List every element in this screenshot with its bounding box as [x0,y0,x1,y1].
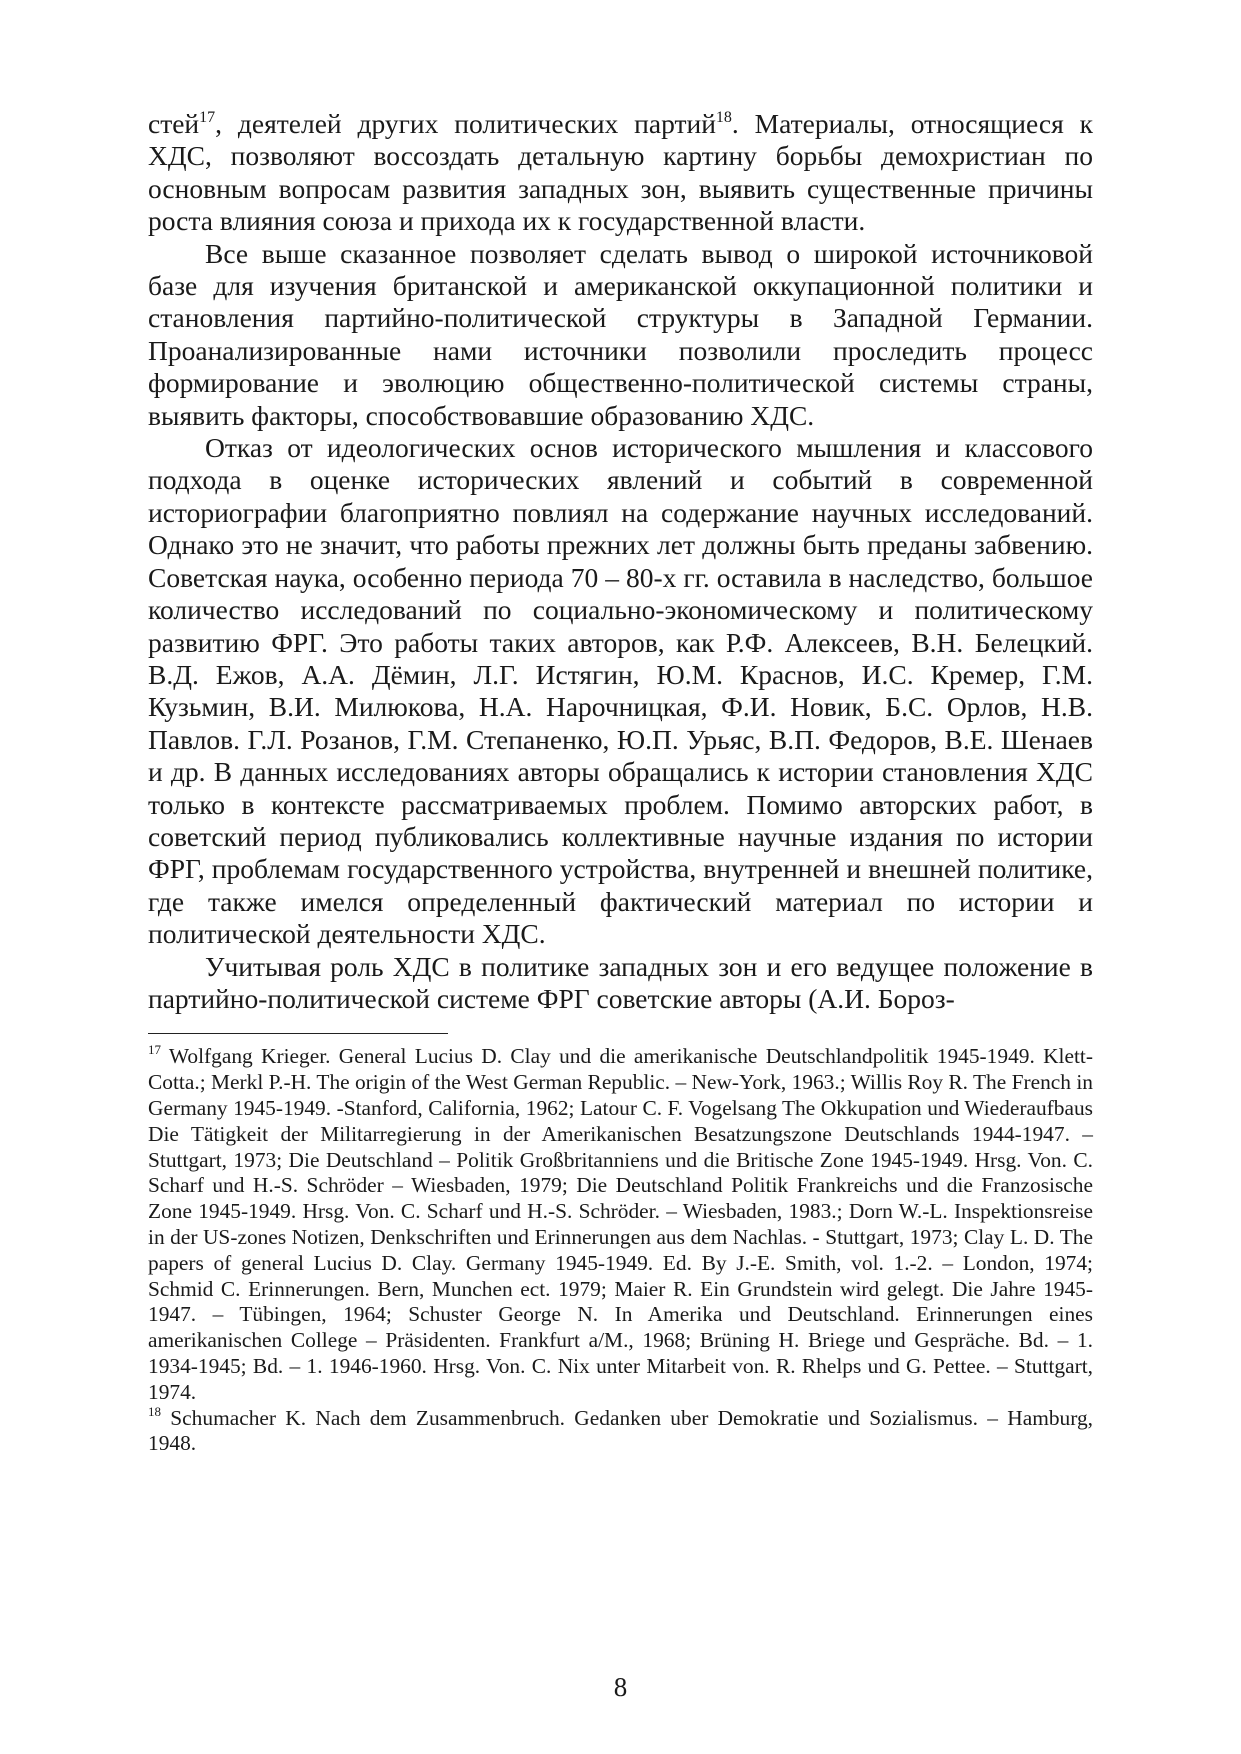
paragraph-1 [148,108,1093,238]
paragraph-1-text: . Материалы, относящиеся к ХДС, позволяют воссоздать детальную картину борьбы демохристиан по основным вопросам развития западных зон, выявить существенные причины роста влияния союза и прихода их к государственной власти. [148,108,1093,237]
footnote-number: 18 [148,1403,161,1419]
footnote-number: 17 [148,1042,161,1058]
paragraph-2-text: Все выше сказанное позволяет сделать вывод о широкой источниковой базе для изучения британской и американской оккупационной политики и становления партийно-политической структуры в Западной Германии. Проанализированные нами источники позволили проследить процесс формирование и эволюцию общественно-политической системы страны, выявить факторы, способствовавшие образованию ХДС. [148,237,1093,431]
paragraph-4-text: Учитывая роль ХДС в политике западных зон и его ведущее положение в партийно-политической системе ФРГ советские авторы (А.И. Бороз- [148,950,1093,1014]
footnote-17 [148,1044,1093,1405]
document-page [148,108,1093,1457]
footnote-ref-17[interactable]: 17 [199,109,216,126]
paragraph-2 [148,238,1093,432]
footnotes [148,1044,1093,1457]
footnote-18 [148,1403,1093,1458]
footnote-separator [148,1033,448,1034]
body-text [148,108,1093,1015]
footnote-text: Wolfgang Krieger. General Lucius D. Clay und die amerikanische Deutschlandpolitik 1945-1949. Klett-Cotta.; Merkl P.-H. The origin of the West German Republic. – New-York, 1963.; Willis Roy R. The French in Germany 1945-1949. -Stanford, California, 1962; Latour C. F. Vogelsang The Okkupation und Wiederaufbaus Die Tätigkeit der Militarregierung in der Amerikanischen Besatzungszone Deutschlands 1944-1947. – Stuttgart, 1973; Die Deutschland – Politik Großbritanniens und die Britische Zone 1945-1949. Hrsg. Von. C. Scharf und H.-S. Schröder – Wiesbaden, 1979; Die Deutschland Politik Frankreichs und die Franzosische Zone 1945-1949. Hrsg. Von. C. Scharf und H.-S. Schröder. – Wiesbaden, 1983.; Dorn W.-L. Inspektionsreise in der US-zones Notizen, Denkschriften und Erinnerungen aus dem Nachlas. - Stuttgart, 1973; Clay L. D. The papers of general Lucius D. Clay. Germany 1945-1949. Ed. By J.-E. Smith, vol. 1.-2. – London, 1974; Schmid C. Erinnerungen. Bern, Munchen ect. 1979; Maier R. Ein Grundstein wird gelegt. Die Jahre 1945-1947. – Tübingen, 1964; Schuster George N. In Amerika und Deutschland. Erinnerungen eines amerikanischen College – Präsidenten. Frankfurt a/M., 1968; Brüning H. Briege und Gespräche. Bd. – 1. 1934-1945; Bd. – 1. 1946-1960. Hrsg. Von. C. Nix unter Mitarbeit von. R. Rhelps und G. Pettee. – Stuttgart, 1974. [148,1044,1093,1404]
paragraph-3 [148,432,1093,951]
footnote-ref-18[interactable]: 18 [715,109,732,126]
page-number: 8 [613,1672,628,1702]
paragraph-4 [148,951,1093,1016]
paragraph-1-text: стей [148,108,200,139]
paragraph-1-text: , деятелей других политических партий [215,108,716,139]
footnote-text: Schumacher K. Nach dem Zusammenbruch. Gedanken uber Demokratie und Sozialismus. – Hamburg, 1948. [148,1405,1093,1456]
paragraph-3-text: Отказ от идеологических основ исторического мышления и классового подхода в оценке исторических явлений и событий в современной историографии благоприятно повлиял на содержание научных исследований. Однако это не значит, что работы прежних лет должны быть преданы забвению. Советская наука, особенно периода 70 – 80-х гг. оставила в наследство, большое количество исследований по социально-экономическому и политическому развитию ФРГ. Это работы таких авторов, как Р.Ф. Алексеев, В.Н. Белецкий. В.Д. Ежов, А.А. Дёмин, Л.Г. Истягин, Ю.М. Краснов, И.С. Кремер, Г.М. Кузьмин, В.И. Милюкова, Н.А. Нарочницкая, Ф.И. Новик, Б.С. Орлов, Н.В. Павлов. Г.Л. Розанов, Г.М. Степаненко, Ю.П. Урьяс, В.П. Федоров, В.Е. Шенаев и др. В данных исследованиях авторы обращались к истории становления ХДС только в контексте рассматриваемых проблем. Помимо авторских работ, в советский период публиковались коллективные научные издания по истории ФРГ, проблемам государственного устройства, внутренней и внешней политике, где также имелся определенный фактический материал по истории и политической деятельности ХДС. [148,432,1093,950]
